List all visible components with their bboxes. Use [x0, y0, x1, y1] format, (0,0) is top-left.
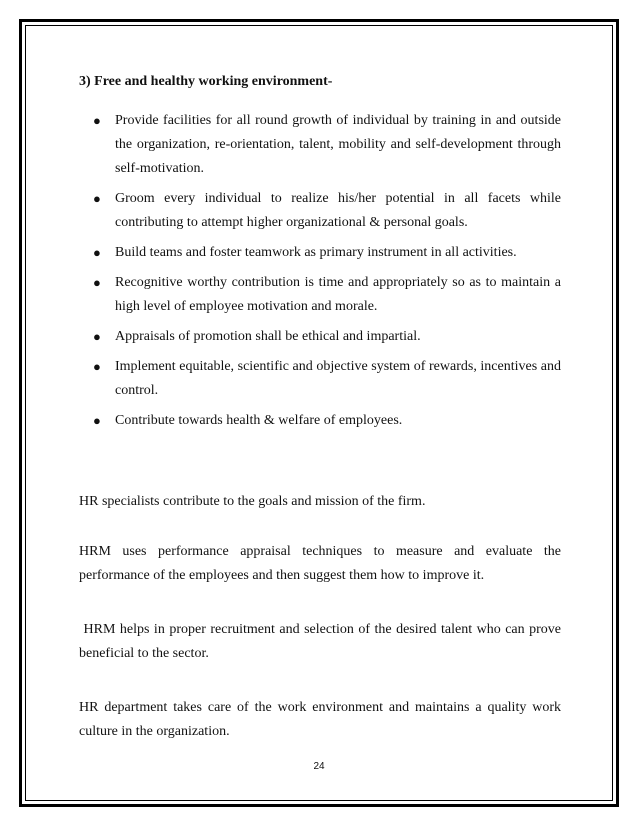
bullet-icon: ● [93, 413, 101, 428]
list-item-text: Appraisals of promotion shall be ethical and impartial. [115, 329, 421, 344]
list-item-text: Provide facilities for all round growth of individual by training in and outside the organization, re-orientation, talent, mobility and self-development through self-motivation. [115, 113, 561, 176]
paragraph-hr-specialists: HR specialists contribute to the goals and mission of the firm. [79, 494, 426, 509]
list-item-text: Implement equitable, scientific and objective system of rewards, incentives and control. [115, 359, 561, 398]
section-heading: 3) Free and healthy working environment- [79, 74, 333, 89]
bullet-icon: ● [93, 245, 101, 260]
page-number: 24 [313, 761, 325, 772]
bullet-icon: ● [93, 329, 101, 344]
list-item [79, 109, 561, 181]
list-item-text: Recognitive worthy contribution is time and appropriately so as to maintain a high level of employee motivation and morale. [115, 275, 561, 314]
paragraph-work-environment: HR department takes care of the work environment and maintains a quality work culture in the organization. [79, 700, 561, 739]
bullet-icon: ● [93, 359, 101, 374]
list-item [79, 409, 561, 433]
bullet-icon: ● [93, 113, 101, 128]
document-body [79, 70, 565, 739]
list-item [79, 241, 561, 265]
bullet-list [79, 109, 561, 433]
list-item-text: Contribute towards health & welfare of employees. [115, 413, 403, 428]
bullet-icon: ● [93, 275, 101, 290]
paragraph-recruitment: HRM helps in proper recruitment and selection of the desired talent who can prove beneficial to the sector. [79, 622, 565, 661]
bullet-icon: ● [93, 191, 101, 206]
list-item-text: Groom every individual to realize his/her potential in all facets while contributing to attempt higher organizational & personal goals. [115, 191, 561, 230]
list-item [79, 271, 561, 319]
list-item [79, 355, 561, 403]
list-item-text: Build teams and foster teamwork as primary instrument in all activities. [115, 245, 517, 260]
paragraph-performance-appraisal: HRM uses performance appraisal techniques to measure and evaluate the performance of the employees and then suggest them how to improve it. [79, 544, 561, 583]
list-item [79, 325, 561, 349]
list-item [79, 187, 561, 235]
